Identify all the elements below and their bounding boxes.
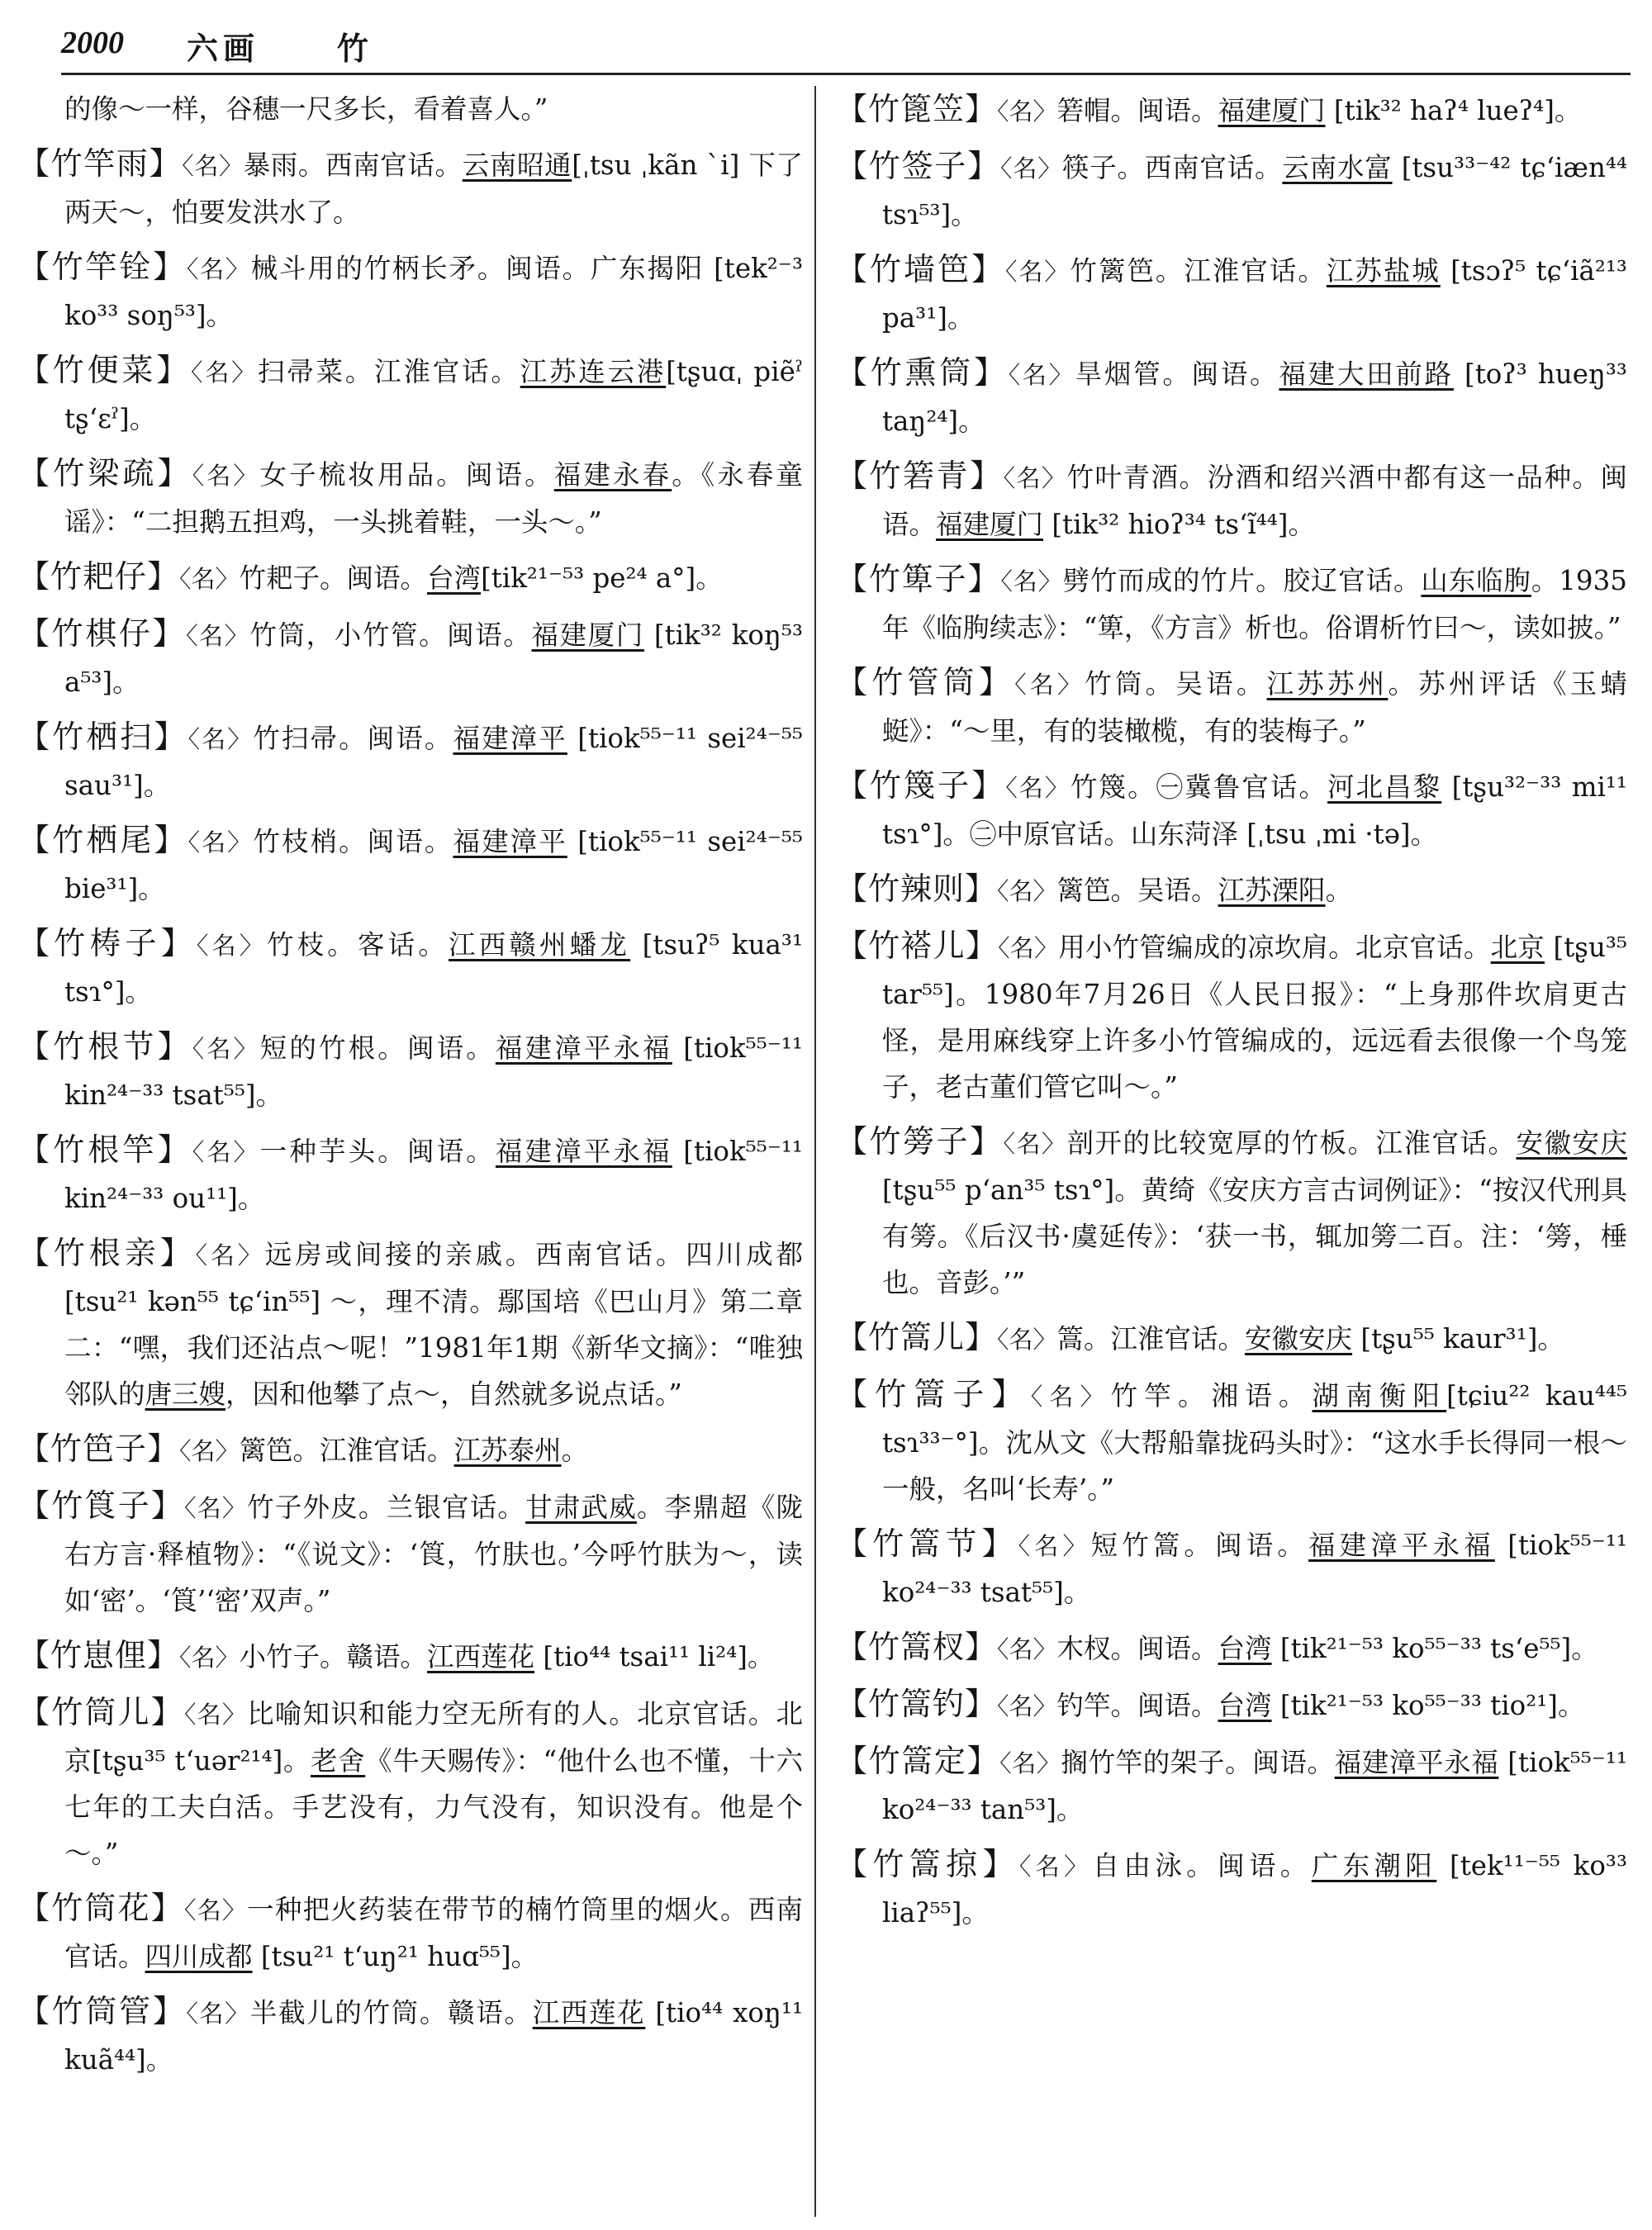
dictionary-entry bbox=[18, 140, 803, 235]
dictionary-entry bbox=[18, 1230, 803, 1417]
part-of-speech: 〈名〉 bbox=[1014, 671, 1085, 699]
entry-headword: 【竹签子】 bbox=[836, 148, 1001, 184]
entry-headword: 【竹管筒】 bbox=[836, 664, 1015, 700]
definition-text: [tio⁴⁴ xoŋ¹¹ kuã⁴⁴]。 bbox=[64, 1997, 803, 2076]
definition-text: 筷子。西南官话。 bbox=[1061, 152, 1283, 183]
entry-headword: 【竹栖扫】 bbox=[18, 719, 188, 755]
part-of-speech: 〈名〉 bbox=[192, 462, 260, 490]
definition-text: 旱烟管。闽语。 bbox=[1075, 358, 1279, 390]
location-name: 江苏泰州 bbox=[453, 1435, 562, 1466]
dictionary-entry bbox=[18, 244, 803, 339]
part-of-speech: 〈名〉 bbox=[192, 1138, 260, 1166]
dictionary-entry bbox=[18, 1988, 803, 2083]
dictionary-entry bbox=[18, 347, 803, 442]
part-of-speech: 〈名〉 bbox=[184, 1701, 248, 1729]
location-name: 福建厦门 bbox=[531, 619, 644, 651]
definition-text: [tsu²¹ t‘uŋ²¹ huɑ⁵⁵]。 bbox=[252, 1941, 539, 1972]
right-entry-list bbox=[836, 86, 1627, 1936]
definition-text: [tiok⁵⁵⁻¹¹ ko²⁴⁻³³ tsat⁵⁵]。 bbox=[882, 1530, 1627, 1608]
definition-text: [tɕiu²² kau⁴⁴⁵ tsɿ³³⁻°]。沈从文《大帮船靠拢码头时》：“这水手长得同一根～一般，名叫‘长寿’。” bbox=[882, 1380, 1627, 1505]
definition-text: 。 bbox=[561, 1435, 589, 1466]
part-of-speech: 〈名〉 bbox=[1008, 361, 1075, 389]
part-of-speech: 〈名〉 bbox=[1018, 1532, 1091, 1560]
location-name: 云南昭通 bbox=[462, 149, 572, 181]
location-name: 台湾 bbox=[1218, 1690, 1272, 1721]
definition-text: [tio⁴⁴ tsai¹¹ li²⁴]。 bbox=[534, 1641, 775, 1672]
entry-headword: 【竹根节】 bbox=[18, 1028, 192, 1065]
entry-headword: 【竹梼子】 bbox=[18, 925, 197, 961]
location-name: 江西莲花 bbox=[532, 1997, 646, 2028]
entry-headword: 【竹篙节】 bbox=[836, 1525, 1018, 1562]
entry-headword: 【竹墙笆】 bbox=[836, 251, 1005, 287]
right-column bbox=[836, 86, 1627, 2217]
definition-text: 篱笆。吴语。 bbox=[1056, 875, 1218, 906]
definition-text: 。李鼎超《陇右方言·释植物》：“《说文》：‘筤，竹肤也。’今呼竹肤为～，读如‘密’。‘筤’‘密’双声。” bbox=[64, 1492, 803, 1616]
part-of-speech: 〈名〉 bbox=[188, 828, 254, 856]
location-name: 河北昌黎 bbox=[1327, 771, 1442, 803]
dictionary-entry bbox=[836, 762, 1627, 857]
part-of-speech: 〈名〉 bbox=[997, 1326, 1057, 1354]
dictionary-entry bbox=[836, 1681, 1627, 1729]
location-name: 福建漳平 bbox=[453, 826, 567, 857]
part-of-speech: 〈名〉 bbox=[1018, 1853, 1093, 1881]
part-of-speech: 〈名〉 bbox=[186, 255, 251, 283]
location-name: 唐三嫂 bbox=[145, 1378, 226, 1410]
dictionary-entry bbox=[836, 453, 1627, 548]
definition-text: 小竹子。赣语。 bbox=[239, 1641, 428, 1672]
dictionary-entry bbox=[836, 143, 1627, 238]
dictionary-entry bbox=[18, 714, 803, 809]
dictionary-entry bbox=[18, 450, 803, 545]
location-name: 福建厦门 bbox=[936, 509, 1044, 540]
entry-headword: 【竹篙子】 bbox=[836, 1376, 1031, 1412]
part-of-speech: 〈名〉 bbox=[179, 565, 240, 593]
part-of-speech: 〈名〉 bbox=[192, 1035, 260, 1063]
definition-text: [tik³² koŋ⁵³ a⁵³]。 bbox=[64, 619, 803, 698]
definition-text: 钓竿。闽语。 bbox=[1056, 1690, 1218, 1721]
dictionary-entry bbox=[836, 1841, 1627, 1936]
location-name: 福建漳平永福 bbox=[495, 1032, 672, 1064]
location-name: 四川成都 bbox=[145, 1941, 253, 1972]
definition-text: [tiok⁵⁵⁻¹¹ kin²⁴⁻³³ tsat⁵⁵]。 bbox=[64, 1032, 803, 1111]
entry-headword: 【竹筤子】 bbox=[18, 1487, 185, 1524]
location-name: 福建大田前路 bbox=[1279, 358, 1454, 390]
definition-text: 扫帚菜。江淮官话。 bbox=[257, 356, 520, 387]
definition-text: 竹子外皮。兰银官话。 bbox=[247, 1492, 526, 1523]
location-name: 江苏苏州 bbox=[1266, 668, 1389, 700]
part-of-speech: 〈名〉 bbox=[997, 97, 1057, 126]
entry-headword: 【竹篙钓】 bbox=[836, 1686, 998, 1722]
entry-headword: 【竹便菜】 bbox=[18, 352, 192, 388]
definition-text: [toʔ³ hueŋ³³ taŋ²⁴]。 bbox=[882, 358, 1627, 437]
dictionary-entry bbox=[836, 1521, 1627, 1616]
dictionary-entry bbox=[836, 923, 1627, 1110]
location-name: 甘肃武威 bbox=[525, 1492, 637, 1523]
entry-headword: 【竹熏筒】 bbox=[836, 354, 1009, 391]
definition-text: 篙。江淮官话。 bbox=[1056, 1323, 1246, 1355]
entry-headword: 【竹篾子】 bbox=[836, 767, 1006, 804]
definition-text: [tʂu³²⁻³³ mi¹¹ tsɿ°]。㊁中原官话。山东菏泽 [ˌtsu ˌmi ·tə]。 bbox=[882, 771, 1627, 850]
location-name: 江西莲花 bbox=[427, 1641, 535, 1672]
entry-headword: 【竹笆子】 bbox=[18, 1431, 180, 1467]
definition-text: [tʂuɑˌ piẽˀ tʂ‘ɛˀ]。 bbox=[64, 356, 803, 434]
definition-text: 一种芋头。闽语。 bbox=[259, 1136, 496, 1167]
location-name: 山东临朐 bbox=[1421, 565, 1531, 596]
part-of-speech: 〈名〉 bbox=[997, 1635, 1057, 1663]
location-name: 福建漳平永福 bbox=[1308, 1530, 1495, 1561]
definition-text: [tik³² haʔ⁴ lueʔ⁴]。 bbox=[1325, 95, 1582, 126]
dictionary-entry bbox=[18, 920, 803, 1015]
dictionary-entry bbox=[836, 349, 1627, 444]
definition-text: 竹篾。㊀冀鲁官话。 bbox=[1070, 771, 1328, 803]
part-of-speech: 〈名〉 bbox=[188, 725, 254, 753]
dictionary-entry bbox=[18, 1632, 803, 1681]
definition-text: 女子梳妆用品。闽语。 bbox=[259, 459, 554, 491]
definition-text: 竹耙子。闽语。 bbox=[239, 562, 428, 594]
part-of-speech: 〈名〉 bbox=[186, 2000, 250, 2028]
definition-text: 篱笆。江淮官话。 bbox=[239, 1435, 454, 1466]
dictionary-entry bbox=[18, 1483, 803, 1624]
definition-text: [ˌtsu ˌkãn ˋi] 下了两天～，怕要发洪水了。 bbox=[64, 149, 803, 228]
definition-text: 竹筒。吴语。 bbox=[1085, 668, 1267, 700]
entry-headword: 【竹篙杈】 bbox=[836, 1629, 998, 1665]
definition-text: 《牛天赐传》：“他什么也不懂，十六七年的工夫白活。手艺没有，力气没有，知识没有。他是个～。” bbox=[64, 1745, 803, 1869]
location-name: 福建漳平永福 bbox=[495, 1136, 672, 1167]
entry-headword: 【竹耙仔】 bbox=[18, 558, 180, 595]
part-of-speech: 〈名〉 bbox=[184, 1896, 248, 1924]
definition-text: [tsu³³⁻⁴² tɕ‘iæn⁴⁴ tsɿ⁵³]。 bbox=[882, 152, 1627, 230]
definition-text: 暴雨。西南官话。 bbox=[243, 149, 463, 181]
dictionary-entry bbox=[836, 246, 1627, 341]
entry-headword: 【竹篙掠】 bbox=[836, 1846, 1019, 1882]
location-name: 老舍 bbox=[310, 1745, 366, 1777]
definition-text: [tik³² hioʔ³⁴ ts‘ĩ⁴⁴]。 bbox=[1043, 509, 1315, 540]
definition-text: 剖开的比较宽厚的竹板。江淮官话。 bbox=[1066, 1127, 1517, 1159]
dictionary-entry bbox=[18, 553, 803, 602]
definition-text: [tsuʔ⁵ kua³¹ tsɿ°]。 bbox=[64, 929, 803, 1008]
location-name: 福建厦门 bbox=[1218, 95, 1326, 126]
definition-text: ，因和他攀了点～，自然就多说点话。” bbox=[225, 1378, 682, 1410]
location-name: 江苏连云港 bbox=[520, 356, 667, 387]
definition-text: 械斗用的竹柄长矛。闽语。广东揭阳 [tek²⁻³ ko³³ soŋ⁵³]。 bbox=[64, 253, 803, 331]
location-name: 广东潮阳 bbox=[1311, 1850, 1437, 1881]
dictionary-entry bbox=[836, 659, 1627, 754]
location-name: 云南水富 bbox=[1282, 152, 1393, 183]
part-of-speech: 〈名〉 bbox=[999, 1749, 1061, 1777]
entry-headword: 【竹箬青】 bbox=[836, 458, 1004, 494]
column-divider bbox=[814, 86, 816, 2217]
part-of-speech: 〈名〉 bbox=[1003, 1130, 1067, 1158]
entry-headword: 【竹篙定】 bbox=[836, 1743, 1000, 1779]
definition-text: [tik²¹⁻⁵³ pe²⁴ a°]。 bbox=[481, 562, 723, 594]
entry-headword: 【竹篦笠】 bbox=[836, 91, 998, 127]
definition-text: 自由泳。闽语。 bbox=[1092, 1850, 1312, 1881]
definition-text: [tʂu³⁵ tar⁵⁵]。1980年7月26日《人民日报》：“上身那件坎肩更古怪，是用麻线穿上许多小竹管编成的，远远看去很像一个鸟笼子，老古董们管它叫～。” bbox=[882, 932, 1627, 1103]
definition-text: 短的竹根。闽语。 bbox=[259, 1032, 496, 1064]
radical-character: 竹 bbox=[337, 31, 369, 67]
entry-headword: 【竹筒儿】 bbox=[18, 1694, 185, 1730]
definition-text: 搁竹竿的架子。闽语。 bbox=[1061, 1747, 1335, 1778]
definition-text: 。苏州评话《玉蜻蜓》：“～里，有的装橄榄，有的装梅子。” bbox=[882, 668, 1627, 747]
page-number: 2000 bbox=[61, 26, 124, 60]
definition-text: [tiok⁵⁵⁻¹¹ kin²⁴⁻³³ ou¹¹]。 bbox=[64, 1136, 803, 1214]
part-of-speech: 〈名〉 bbox=[195, 1241, 265, 1269]
definition-text: [tik²¹⁻⁵³ ko⁵⁵⁻³³ tio²¹]。 bbox=[1271, 1690, 1585, 1721]
part-of-speech: 〈名〉 bbox=[1000, 567, 1063, 595]
left-entry-list bbox=[18, 140, 803, 2083]
dictionary-entry bbox=[18, 817, 803, 912]
entry-headword: 【竹棋仔】 bbox=[18, 615, 187, 652]
part-of-speech: 〈名〉 bbox=[1000, 154, 1062, 183]
definition-text: 远房或间接的亲戚。西南官话。四川成都 [tsu²¹ kən⁵⁵ tɕ‘in⁵⁵] ～，理不清。鄢国培《巴山月》第二章二：“嘿，我们还沾点～呢！”1981年1期《新华文摘》：“唯独邻队的 bbox=[64, 1239, 803, 1410]
definition-text: [tʂu⁵⁵ kaur³¹]。 bbox=[1352, 1323, 1564, 1355]
entry-headword: 【竹筒管】 bbox=[18, 1993, 187, 2029]
part-of-speech: 〈名〉 bbox=[1030, 1383, 1111, 1411]
definition-text: 竹竿。湘语。 bbox=[1110, 1380, 1313, 1412]
left-column bbox=[18, 86, 803, 2217]
entry-headword: 【竹梁疏】 bbox=[18, 455, 192, 491]
location-name: 湖南衡阳 bbox=[1312, 1380, 1447, 1412]
location-name: 江西赣州蟠龙 bbox=[449, 929, 631, 961]
part-of-speech: 〈名〉 bbox=[182, 152, 244, 180]
part-of-speech: 〈名〉 bbox=[179, 1644, 240, 1672]
dictionary-entry bbox=[18, 1127, 803, 1222]
entry-headword: 【竹篣子】 bbox=[836, 1123, 1004, 1160]
location-name: 北京 bbox=[1490, 932, 1545, 963]
part-of-speech: 〈名〉 bbox=[179, 1437, 240, 1465]
location-name: 江苏盐城 bbox=[1326, 255, 1441, 287]
location-name: 江苏溧阳 bbox=[1218, 875, 1326, 906]
definition-text: [tiok⁵⁵⁻¹¹ ko²⁴⁻³³ tan⁵³]。 bbox=[882, 1747, 1627, 1825]
entry-headword: 【竹竿雨】 bbox=[18, 145, 183, 182]
dictionary-entry bbox=[18, 1426, 803, 1474]
definition-text: 用小竹管编成的凉坎肩。北京官话。 bbox=[1058, 932, 1491, 963]
entry-headword: 【竹栖尾】 bbox=[18, 822, 188, 858]
entry-headword: 【竹崽俚】 bbox=[18, 1637, 180, 1673]
part-of-speech: 〈名〉 bbox=[1005, 774, 1070, 802]
dictionary-entry bbox=[18, 1885, 803, 1980]
definition-text: 木杈。闽语。 bbox=[1056, 1633, 1218, 1664]
definition-text: 竹枝梢。闽语。 bbox=[253, 826, 453, 857]
definition-text: [tʂu⁵⁵ p‘an³⁵ tsɿ°]。黄绮《安庆方言古词例证》：“按汉代刑具有篣。《后汉书·虞延传》：‘获一书，辄加篣二百。注：‘篣，棰也。音彭。’” bbox=[882, 1174, 1627, 1298]
definition-text: 比喻知识和能力空无所有的人。北京官话。北京[tʂu³⁵ t‘uər²¹⁴]。 bbox=[64, 1698, 803, 1777]
entry-headword: 【竹篙儿】 bbox=[836, 1319, 998, 1355]
definition-text: [tiok⁵⁵⁻¹¹ sei²⁴⁻⁵⁵ bie³¹]。 bbox=[64, 826, 803, 904]
dictionary-entry bbox=[836, 1371, 1627, 1512]
definition-text: 劈竹而成的竹片。胶辽官话。 bbox=[1062, 565, 1422, 596]
definition-text: [tik²¹⁻⁵³ ko⁵⁵⁻³³ ts‘e⁵⁵]。 bbox=[1271, 1633, 1598, 1664]
dictionary-entry bbox=[836, 556, 1627, 651]
location-name: 福建永春 bbox=[553, 459, 672, 491]
definition-text: [tek¹¹⁻⁵⁵ ko³³ liaʔ⁵⁵]。 bbox=[882, 1850, 1627, 1929]
part-of-speech: 〈名〉 bbox=[191, 358, 258, 387]
part-of-speech: 〈名〉 bbox=[184, 1494, 248, 1522]
location-name: 台湾 bbox=[427, 562, 482, 594]
location-name: 台湾 bbox=[1218, 1633, 1272, 1664]
entry-headword: 【竹箄子】 bbox=[836, 561, 1001, 597]
entry-headword: 【竹褡儿】 bbox=[836, 928, 999, 964]
dictionary-entry bbox=[836, 1738, 1627, 1833]
dictionary-entry bbox=[836, 866, 1627, 914]
dictionary-entry bbox=[18, 1689, 803, 1877]
entry-headword: 【竹辣则】 bbox=[836, 871, 998, 907]
definition-text: 竹叶青酒。汾酒和绍兴酒中都有这一品种。闽语。 bbox=[882, 462, 1627, 540]
part-of-speech: 〈名〉 bbox=[998, 934, 1059, 962]
dictionary-entry bbox=[836, 86, 1627, 135]
definition-text: 竹枝。客话。 bbox=[266, 929, 449, 961]
part-of-speech: 〈名〉 bbox=[1004, 258, 1070, 286]
entry-headword: 【竹筒花】 bbox=[18, 1890, 185, 1926]
dictionary-entry bbox=[18, 1023, 803, 1118]
definition-text: [tiok⁵⁵⁻¹¹ sei²⁴⁻⁵⁵ sau³¹]。 bbox=[64, 723, 803, 801]
location-name: 福建漳平永福 bbox=[1334, 1747, 1499, 1778]
entry-headword: 【竹根亲】 bbox=[18, 1235, 196, 1271]
entry-headword: 【竹根竿】 bbox=[18, 1132, 192, 1168]
part-of-speech: 〈名〉 bbox=[196, 932, 267, 960]
part-of-speech: 〈名〉 bbox=[186, 622, 250, 650]
definition-text: 短竹篙。闽语。 bbox=[1090, 1530, 1309, 1561]
dictionary-entry bbox=[836, 1118, 1627, 1306]
page-header bbox=[61, 21, 1631, 75]
definition-text: 竹篱笆。江淮官话。 bbox=[1070, 255, 1327, 287]
dictionary-entry bbox=[836, 1624, 1627, 1672]
definition-text: 竹扫帚。闽语。 bbox=[253, 723, 453, 754]
location-name: 福建漳平 bbox=[453, 723, 567, 754]
section-label: 六画 bbox=[187, 31, 260, 67]
location-name: 安徽安庆 bbox=[1245, 1323, 1353, 1355]
definition-text: 。1935年《临朐续志》：“箄，《方言》析也。俗谓析竹曰～，读如披。” bbox=[882, 565, 1627, 643]
dictionary-entry bbox=[18, 610, 803, 705]
entry-headword: 【竹竿铨】 bbox=[18, 249, 187, 285]
location-name: 安徽安庆 bbox=[1516, 1127, 1627, 1159]
definition-text: 。《永春童谣》：“二担鹅五担鸡，一头挑着鞋，一头～。” bbox=[64, 459, 803, 538]
definition-text: 。 bbox=[1325, 875, 1353, 906]
part-of-speech: 〈名〉 bbox=[1003, 464, 1067, 492]
definition-text: 一种把火药装在带节的楠竹筒里的烟火。西南官话。 bbox=[64, 1894, 803, 1972]
definition-text: 箬帽。闽语。 bbox=[1056, 95, 1218, 126]
part-of-speech: 〈名〉 bbox=[997, 877, 1057, 905]
definition-text: 半截儿的竹筒。赣语。 bbox=[249, 1997, 533, 2028]
continuation-text: 的像～一样，谷穗一尺多长，看着喜人。” bbox=[64, 93, 548, 125]
dictionary-entry bbox=[836, 1314, 1627, 1363]
part-of-speech: 〈名〉 bbox=[997, 1692, 1057, 1720]
definition-text: [tsɔʔ⁵ tɕ‘iã²¹³ pa³¹]。 bbox=[882, 255, 1627, 334]
definition-text: 竹筒，小竹管。闽语。 bbox=[249, 619, 532, 651]
